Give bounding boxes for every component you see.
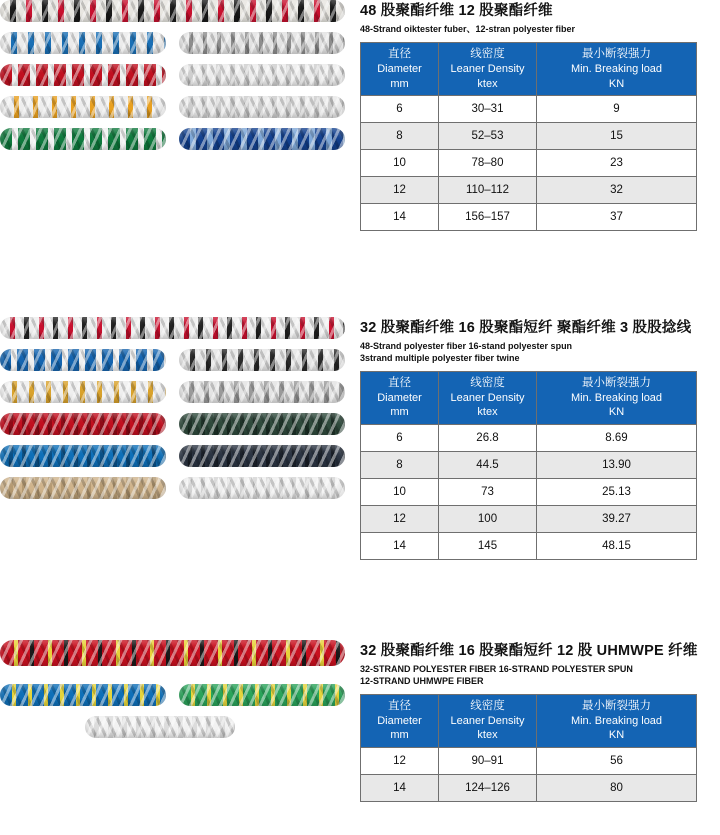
table-row <box>361 505 697 532</box>
cell-diameter: 6 <box>361 424 439 451</box>
section-spacer <box>0 231 720 317</box>
cell-diameter: 10 <box>361 478 439 505</box>
header-breaking-load: 最小断裂强力 Min. Breaking load KN <box>537 695 697 748</box>
spec-panel-2 <box>360 317 700 560</box>
table-row <box>361 149 697 176</box>
rope-swatch-white-grey <box>179 32 345 54</box>
rope-swatch-white-uhmwpe <box>85 716 235 738</box>
rope-swatch-dark-green <box>179 413 345 435</box>
cell-density: 30–31 <box>439 95 537 122</box>
rope-swatch-red-solid <box>0 413 166 435</box>
table-row <box>361 774 697 801</box>
cell-diameter: 8 <box>361 122 439 149</box>
cell-load: 37 <box>537 203 697 230</box>
cell-density: 44.5 <box>439 451 537 478</box>
rope-swatch-beige-solid <box>0 477 166 499</box>
rope-swatch-blue-yellow <box>0 684 166 706</box>
rope-swatch-green-white <box>0 128 166 150</box>
cell-density: 156–157 <box>439 203 537 230</box>
rope-gallery-3 <box>0 640 360 748</box>
product-section-2 <box>0 317 720 560</box>
cell-density: 124–126 <box>439 774 537 801</box>
cell-load: 56 <box>537 747 697 774</box>
section-title-en-line: 48-Strand oiktester fuber、12-stran polyester fiber <box>360 24 576 35</box>
table-header-row <box>361 372 697 425</box>
rope-swatch-blue-white-1 <box>0 349 166 371</box>
cell-diameter: 14 <box>361 532 439 559</box>
header-diameter: 直径 Diameter mm <box>361 695 439 748</box>
rope-grid-2 <box>0 317 360 509</box>
section-title-en-1 <box>360 23 700 35</box>
cell-density: 52–53 <box>439 122 537 149</box>
section-title-en-3 <box>360 663 700 687</box>
cell-diameter: 12 <box>361 176 439 203</box>
rope-swatch-blue-navy <box>179 128 345 150</box>
cell-diameter: 6 <box>361 95 439 122</box>
table-row <box>361 747 697 774</box>
header-linear-density: 线密度 Leaner Density ktex <box>439 372 537 425</box>
cell-density: 26.8 <box>439 424 537 451</box>
rope-swatch-white-black-red <box>0 0 345 22</box>
table-row <box>361 122 697 149</box>
header-diameter: 直径 Diameter mm <box>361 372 439 425</box>
section-title-en-2 <box>360 340 700 364</box>
rope-swatch-white-black-1 <box>179 349 345 371</box>
cell-density: 145 <box>439 532 537 559</box>
header-linear-density: 线密度 Leaner Density ktex <box>439 695 537 748</box>
cell-load: 23 <box>537 149 697 176</box>
table-row <box>361 532 697 559</box>
section-title-cn-2: 32 股聚酯纤维 16 股聚酯短纤 聚酯纤维 3 股股捻线 <box>360 319 692 336</box>
section-title-en-line: 3strand multiple polyester fiber twine <box>360 353 520 364</box>
product-section-3 <box>0 640 720 802</box>
cell-diameter: 12 <box>361 747 439 774</box>
table-row <box>361 176 697 203</box>
section-title-en-line: 12-STRAND UHMWPE FIBER <box>360 676 484 686</box>
rope-swatch-navy-solid <box>179 445 345 467</box>
rope-swatch-white-plain-1 <box>179 64 345 86</box>
section-title-cn-3: 32 股聚酯纤维 16 股聚酯短纤 12 股 UHMWPE 纤维 <box>360 642 698 659</box>
cell-load: 39.27 <box>537 505 697 532</box>
cell-density: 100 <box>439 505 537 532</box>
section-title-en-line: 48-Strand polyester fiber 16-stand polyester spun <box>360 340 573 351</box>
rope-grid-1 <box>0 0 360 160</box>
header-diameter: 直径 Diameter mm <box>361 43 439 96</box>
table-row <box>361 451 697 478</box>
rope-swatch-white-orange <box>0 96 166 118</box>
cell-diameter: 14 <box>361 203 439 230</box>
cell-density: 90–91 <box>439 747 537 774</box>
header-linear-density: 线密度 Leaner Density ktex <box>439 43 537 96</box>
cell-density: 110–112 <box>439 176 537 203</box>
cell-diameter: 10 <box>361 149 439 176</box>
cell-load: 13.90 <box>537 451 697 478</box>
rope-gallery-2 <box>0 317 360 509</box>
cell-diameter: 8 <box>361 451 439 478</box>
cell-load: 8.69 <box>537 424 697 451</box>
cell-density: 73 <box>439 478 537 505</box>
rope-swatch-red-yellow-black <box>0 640 345 666</box>
rope-gallery-1 <box>0 0 360 160</box>
section-spacer <box>0 560 720 640</box>
section-title-en-line: 32-STRAND POLYESTER FIBER 16-STRAND POLYESTER SPUN <box>360 663 633 674</box>
spec-panel-3 <box>360 640 700 802</box>
header-breaking-load: 最小断裂强力 Min. Breaking load KN <box>537 43 697 96</box>
table-header-row <box>361 695 697 748</box>
rope-grid-3 <box>0 640 360 748</box>
rope-swatch-white-red-black <box>0 317 345 339</box>
spec-panel-1 <box>360 0 700 231</box>
cell-load: 48.15 <box>537 532 697 559</box>
rope-swatch-white-blue <box>0 32 166 54</box>
cell-density: 78–80 <box>439 149 537 176</box>
section-title-cn-1: 48 股聚酯纤维 12 股聚酯纤维 <box>360 3 553 19</box>
table-row <box>361 478 697 505</box>
cell-load: 32 <box>537 176 697 203</box>
spec-table-3 <box>360 694 697 802</box>
table-row <box>361 95 697 122</box>
rope-swatch-green-yellow <box>179 684 345 706</box>
cell-diameter: 14 <box>361 774 439 801</box>
rope-swatch-white-gold <box>0 381 166 403</box>
product-section-1 <box>0 0 720 231</box>
rope-swatch-white-plain-2 <box>179 96 345 118</box>
rope-swatch-white-grey-2 <box>179 381 345 403</box>
rope-swatch-white-solid <box>179 477 345 499</box>
table-row <box>361 203 697 230</box>
cell-diameter: 12 <box>361 505 439 532</box>
table-row <box>361 424 697 451</box>
cell-load: 9 <box>537 95 697 122</box>
rope-swatch-blue-solid <box>0 445 166 467</box>
header-breaking-load: 最小断裂强力 Min. Breaking load KN <box>537 372 697 425</box>
spec-table-2 <box>360 371 697 560</box>
cell-load: 15 <box>537 122 697 149</box>
rope-swatch-red-white <box>0 64 166 86</box>
cell-load: 80 <box>537 774 697 801</box>
table-header-row <box>361 43 697 96</box>
spec-table-1 <box>360 42 697 231</box>
cell-load: 25.13 <box>537 478 697 505</box>
